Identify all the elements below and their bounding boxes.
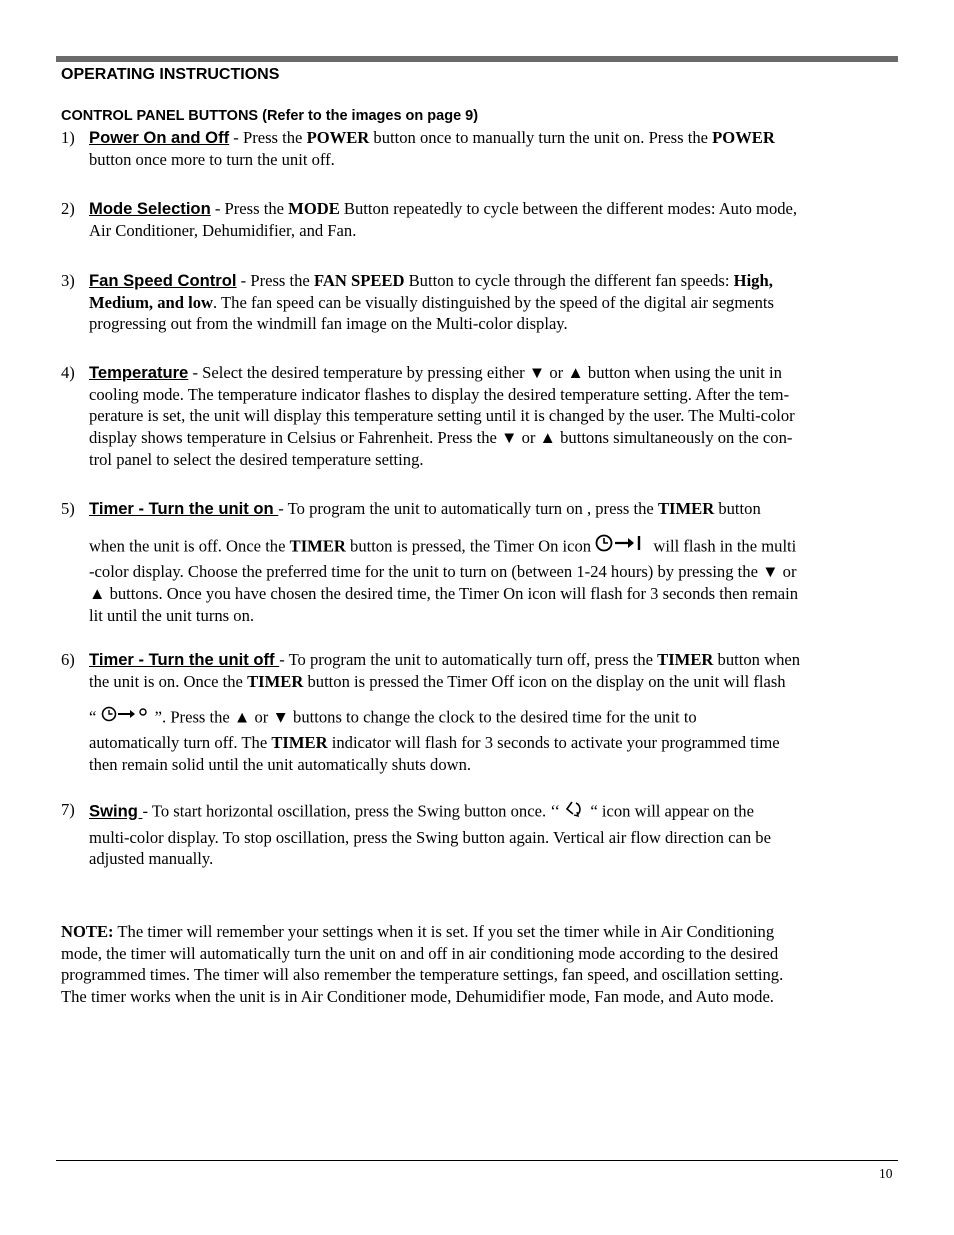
item-label: Timer - Turn the unit off bbox=[89, 650, 280, 669]
timer-off-icon bbox=[101, 706, 151, 732]
item-label: Swing bbox=[89, 801, 143, 821]
swing-icon bbox=[564, 799, 586, 827]
item-label: Power On and Off bbox=[89, 128, 230, 147]
bottom-rule bbox=[56, 1160, 898, 1161]
item-label: Timer - Turn the unit on bbox=[89, 499, 279, 518]
note-label: NOTE: bbox=[61, 922, 114, 941]
item-number: 7) bbox=[61, 800, 75, 819]
item-number: 1) bbox=[61, 128, 75, 147]
subsection-heading: CONTROL PANEL BUTTONS (Refer to the images on page 9) bbox=[61, 108, 479, 124]
item-number: 6) bbox=[61, 650, 75, 669]
item-number: 4) bbox=[61, 363, 75, 382]
page-number: 10 bbox=[879, 1166, 893, 1181]
item-label: Fan Speed Control bbox=[89, 271, 237, 290]
note-paragraph: NOTE: The timer will remember your settings when it is set. If you set the timer while in Air Conditioning mode, the timer will automatically turn the unit on and off in air conditioning mode according to the desired programmed times. The timer will also remember the temperature settings, fan speed, and oscillation setting. The timer works when the unit is in Air Conditioner mode, Dehumidifier mode, Fan mode, and Auto mode. bbox=[61, 922, 784, 1007]
top-rule bbox=[56, 56, 898, 62]
section-heading: OPERATING INSTRUCTIONS bbox=[61, 66, 280, 83]
item-label: Mode Selection bbox=[89, 199, 211, 218]
item-number: 2) bbox=[61, 199, 75, 218]
item-label: Temperature bbox=[89, 363, 189, 382]
timer-on-icon bbox=[595, 534, 649, 562]
item-number: 5) bbox=[61, 499, 75, 518]
item-number: 3) bbox=[61, 271, 75, 290]
